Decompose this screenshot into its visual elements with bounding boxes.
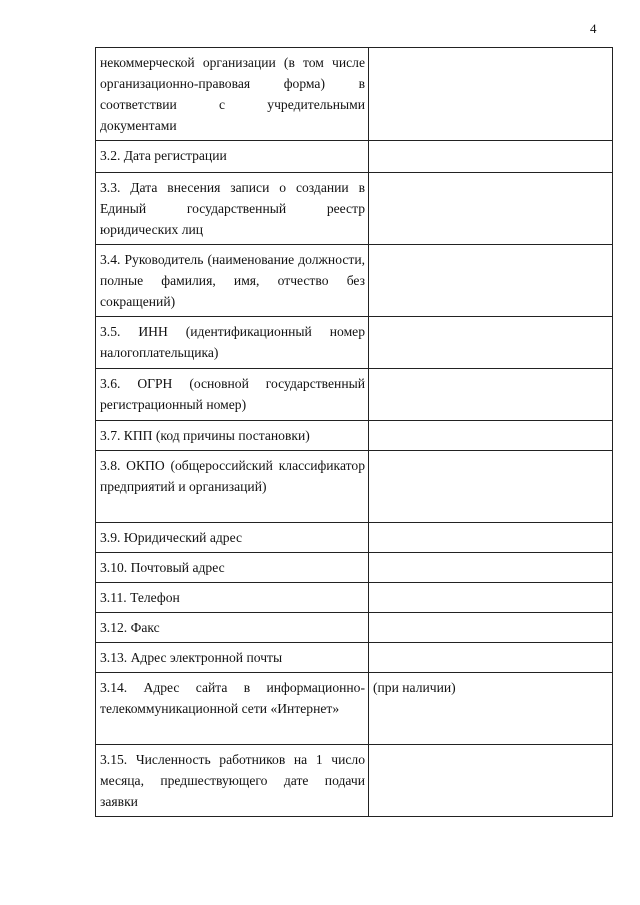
row-value-egrul-date[interactable] <box>369 173 613 245</box>
row-value-employees[interactable] <box>369 745 613 817</box>
row-value-legal-address[interactable] <box>369 523 613 553</box>
table-row <box>96 317 613 369</box>
row-label-fax: 3.12. Факс <box>96 613 369 643</box>
table-row <box>96 141 613 173</box>
table-row <box>96 583 613 613</box>
row-value-email[interactable] <box>369 643 613 673</box>
page-number: 4 <box>590 21 597 36</box>
row-value-inn[interactable] <box>369 317 613 369</box>
table-row <box>96 673 613 745</box>
row-label-ogrn: 3.6. ОГРН (основной государственный регистрационный номер) <box>96 369 369 421</box>
row-value-fax[interactable] <box>369 613 613 643</box>
table-row <box>96 369 613 421</box>
row-value-website[interactable]: (при наличии) <box>369 673 613 745</box>
row-value-kpp[interactable] <box>369 421 613 451</box>
row-value-registration-date[interactable] <box>369 141 613 173</box>
row-label-email: 3.13. Адрес электронной почты <box>96 643 369 673</box>
table-row <box>96 523 613 553</box>
table-row <box>96 451 613 523</box>
table-row <box>96 643 613 673</box>
row-label-employees: 3.15. Численность работников на 1 число месяца, предшествующего дате подачи заявки <box>96 745 369 817</box>
table-row <box>96 245 613 317</box>
row-label-inn: 3.5. ИНН (идентификационный номер налогоплательщика) <box>96 317 369 369</box>
table-row <box>96 421 613 451</box>
row-label-head: 3.4. Руководитель (наименование должности, полные фамилия, имя, отчество без сокращений) <box>96 245 369 317</box>
table-row <box>96 553 613 583</box>
row-label-kpp: 3.7. КПП (код причины постановки) <box>96 421 369 451</box>
row-label-website: 3.14. Адрес сайта в информационно-телекоммуникационной сети «Интернет» <box>96 673 369 745</box>
table-row <box>96 173 613 245</box>
row-value-okpo[interactable] <box>369 451 613 523</box>
row-value-phone[interactable] <box>369 583 613 613</box>
row-label-org-form: некоммерческой организации (в том числе организационно-правовая форма) в соответствии с учредительными документами <box>96 48 369 141</box>
table-row <box>96 745 613 817</box>
row-value-org-form[interactable] <box>369 48 613 141</box>
row-label-legal-address: 3.9. Юридический адрес <box>96 523 369 553</box>
row-label-phone: 3.11. Телефон <box>96 583 369 613</box>
form-table <box>95 47 613 817</box>
table-row <box>96 48 613 141</box>
row-label-postal-address: 3.10. Почтовый адрес <box>96 553 369 583</box>
row-value-head[interactable] <box>369 245 613 317</box>
row-label-egrul-date: 3.3. Дата внесения записи о создании в Единый государственный реестр юридических лиц <box>96 173 369 245</box>
table-row <box>96 613 613 643</box>
row-value-ogrn[interactable] <box>369 369 613 421</box>
row-label-okpo: 3.8. ОКПО (общероссийский классификатор предприятий и организаций) <box>96 451 369 523</box>
row-value-postal-address[interactable] <box>369 553 613 583</box>
row-label-registration-date: 3.2. Дата регистрации <box>96 141 369 173</box>
